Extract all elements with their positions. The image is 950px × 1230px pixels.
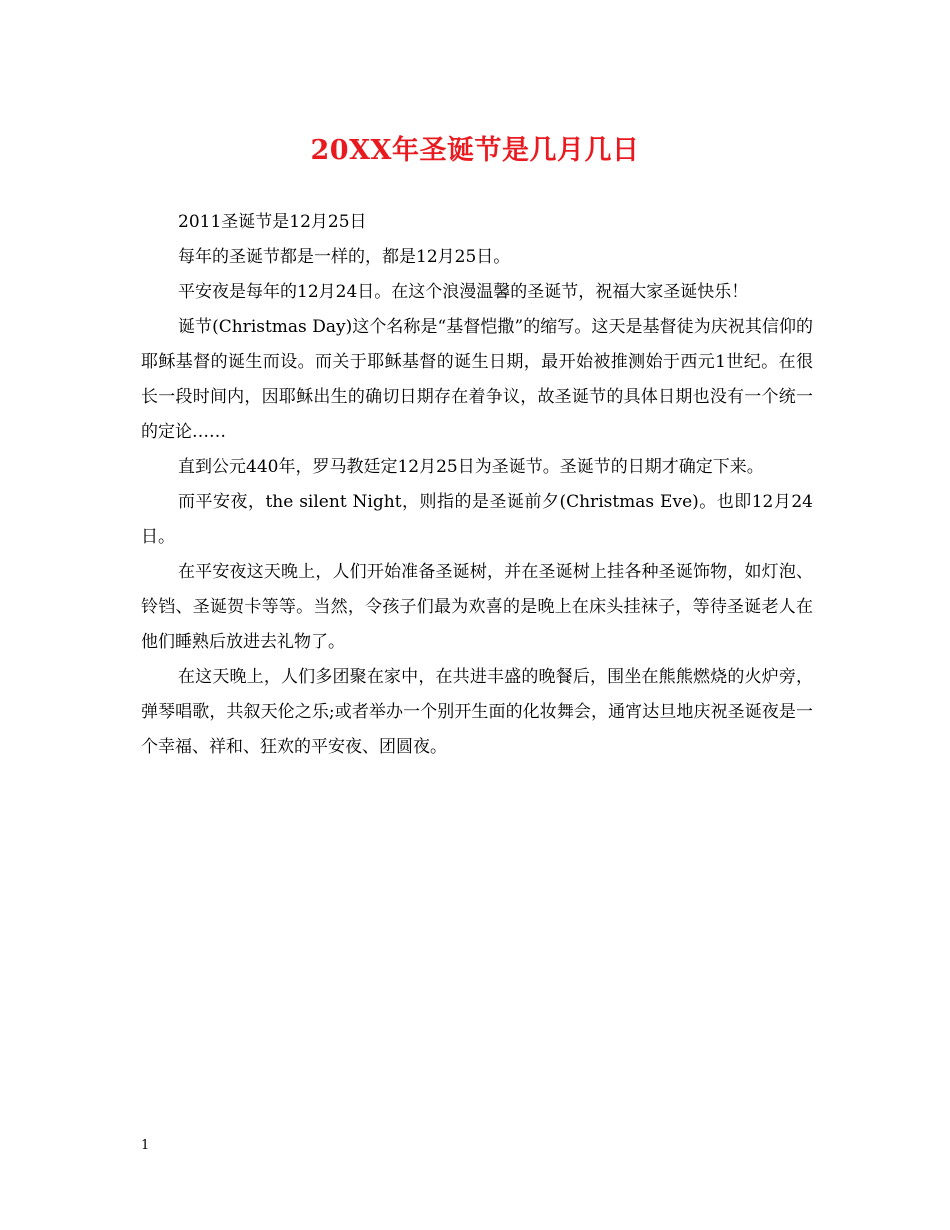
paragraph: 平安夜是每年的12月24日。在这个浪漫温馨的圣诞节，祝福大家圣诞快乐！: [178, 282, 749, 302]
page-number: 1: [141, 1138, 150, 1153]
paragraph: 诞节(Christmas Day)这个名称是“基督恺撒”的缩写。这天是基督徒为庆祝其信仰的耶稣基督的诞生而设。而关于耶稣基督的诞生日期，最开始被推测始于西元1世纪。在很长一段时间内，因耶稣出生的确切日期存在着争议，故圣诞节的具体日期也没有一个统一的定论……: [141, 317, 813, 442]
paragraph: 在这天晚上，人们多团聚在家中，在共进丰盛的晚餐后，围坐在熊熊燃烧的火炉旁，弹琴唱歌，共叙天伦之乐;或者举办一个别开生面的化妆舞会，通宵达旦地庆祝圣诞夜是一个幸福、祥和、狂欢的平安夜、团圆夜。: [141, 667, 813, 757]
document-title: 20XX年圣诞节是几月几日: [310, 135, 640, 166]
paragraph: 在平安夜这天晚上，人们开始准备圣诞树，并在圣诞树上挂各种圣诞饰物，如灯泡、铃铛、圣诞贺卡等等。当然，令孩子们最为欢喜的是晚上在床头挂袜子，等待圣诞老人在他们睡熟后放进去礼物了。: [141, 562, 813, 652]
document-body: [141, 205, 813, 765]
paragraph: 每年的圣诞节都是一样的，都是12月25日。: [178, 247, 511, 267]
paragraph: 而平安夜，the silent Night，则指的是圣诞前夕(Christmas Eve)。也即12月24日。: [141, 492, 813, 547]
paragraph: 直到公元440年，罗马教廷定12月25日为圣诞节。圣诞节的日期才确定下来。: [178, 457, 764, 477]
paragraph: 2011圣诞节是12月25日: [178, 212, 367, 232]
